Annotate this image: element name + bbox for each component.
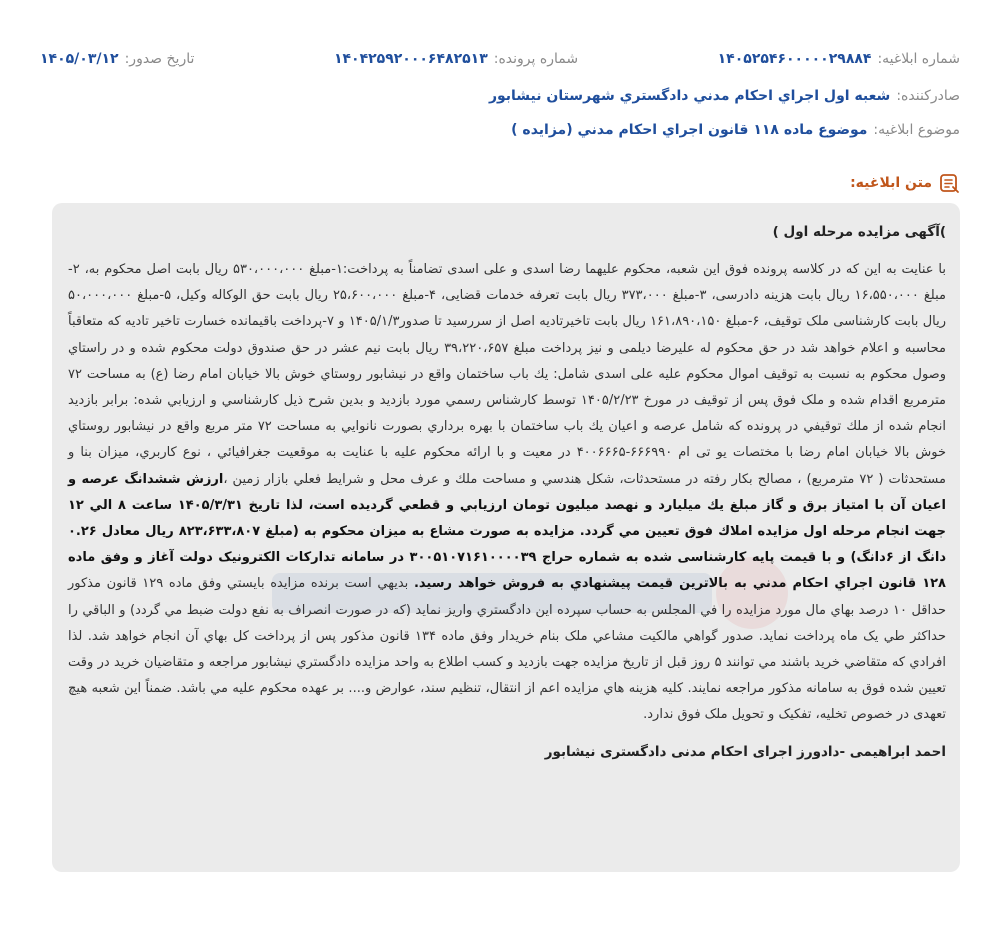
case-number-value: ۱۴۰۴۲۵۹۲۰۰۰۶۴۸۲۵۱۳ — [333, 51, 488, 67]
notice-body — [68, 257, 946, 729]
subject-line — [40, 118, 960, 142]
case-number-label: شماره پرونده: — [493, 51, 579, 67]
issuer-line — [40, 84, 960, 108]
notice-body-tail: بديهي است برنده مزايده بايستي وفق ماده ۱۲۹ قانون مذكور حداقل ۱۰ درصد بهاي مال مورد مزايده را في المجلس به حساب سپرده اين دادگستري واريز نمايد (كه در صورت انصراف به نفع دولت ضبط مي گردد) و الباقي را حداكثر طي يک ماه پرداخت نمايد. صدور گواهي مالكيت مشاعي ملک بنام خريدار وفق ماده ۱۳۴ قانون مذكور پس از پرداخت كل بهاي آن انجام خواهد شد. لذا افرادي كه متقاضي خريد باشند مي توانند ۵ روز قبل از تاريخ مزايده جهت بازديد و كسب اطلاع به واحد مزايده دادگستري نيشابور مراجعه و متقاضيان خريد در وقت تعيين شده فوق به سامانه مذكور مراجعه نمايند. كليه هزينه هاي مزايده اعم از انتقال، تنظيم سند، عوارض و.... بر عهده محكوم عليه مي باشد. ضمناً اين شعبه هيچ تعهدی در خصوص تخليه، تفكيک و تحويل ملک فوق ندارد. — [68, 576, 946, 723]
subject-value: موضوع ماده ۱۱۸ قانون اجراي احكام مدني (مزايده ) — [511, 122, 868, 138]
document-icon — [938, 172, 960, 194]
case-number — [334, 51, 578, 67]
notice-meta-row — [40, 46, 960, 72]
notice-number — [718, 51, 960, 67]
issuer-label: صادرکننده: — [896, 88, 960, 104]
issue-date-label: تاریخ صدور: — [124, 51, 195, 67]
notice-number-value: ۱۴۰۵۲۵۴۶۰۰۰۰۰۲۹۸۸۴ — [717, 51, 872, 67]
subject-label: موضوع ابلاغیه: — [873, 122, 960, 138]
notice-body-bold: ارزش ششدانگ عرصه و اعيان آن با امتياز برق و گاز مبلغ يك ميليارد و نهصد ميليون تومان ارزيابي و قطعي گرديده است، لذا تاريخ ۱۴۰۵/۳/۳۱ ساعت ۸ الي ۱۲ جهت انجام مرحله اول مزايده املاك فوق تعيين مي گردد. مزايده به صورت مشاع به ميزان محكوم به (مبلغ ۸۲۳،۶۳۳،۸۰۷ ريال معادل ۰.۲۶ دانگ از ۶دانگ) و با قيمت پايه كارشناسی شده به شماره حراج ۳۰۰۵۱۰۷۱۶۱۰۰۰۰۳۹ در سامانه تداركات الكترونيک دولت آغاز و وفق ماده ۱۲۸ قانون اجراي احكام مدني به بالاترين قيمت پيشنهادي به فروش خواهد رسيد. — [68, 471, 947, 592]
notice-text-heading — [850, 170, 960, 196]
notice-box — [52, 203, 960, 872]
issue-date-value: ۱۴۰۵/۰۳/۱۲ — [40, 51, 119, 67]
notice-title: )آگهی مزایده مرحله اول ) — [772, 224, 946, 240]
notice-text-heading-label: متن ابلاغیه: — [850, 175, 932, 191]
issue-date — [40, 51, 194, 67]
notice-number-label: شماره ابلاغیه: — [877, 51, 960, 67]
notice-signature: احمد ابراهیمی -دادورز اجرای احکام مدنی دادگستری نیشابور — [544, 743, 946, 760]
notice-body-plain: با عنايت به اين كه در كلاسه پرونده فوق اين شعبه، محکوم عليهما رضا اسدی و علی اسدی تضامناً به پرداخت:۱-مبلغ ۵۳۰،۰۰۰،۰۰۰ ريال بابت اصل محکوم به، ۲-مبلغ ۱۶،۵۵۰،۰۰۰ ريال بابت هزينه دادرسی، ۳-مبلغ ۳۷۳،۰۰۰ ريال بابت تعرفه خدمات قضايی، ۴-مبلغ ۲۵،۶۰۰،۰۰۰ ريال بابت حق الوكاله وكيل، ۵-مبلغ ۵۰،۰۰۰،۰۰۰ ريال بابت كارشناسی ملک توقيف، ۶-مبلغ ۱۶۱،۸۹۰،۱۵۰ ريال بابت تاخيرتاديه اصل از سررسيد تا صدور۱۴۰۵/۱/۳ و ۷-پرداخت باقيمانده خسارت تاخير تاديه که متعاقباً محاسبه و اعلام خواهد شد در حق محكوم له عليرضا ديلمی و نيز پرداخت مبلغ ۳۹،۲۲۰،۶۵۷ ريال بابت نيم عشر در حق صندوق دولت محكوم شده و در راستاي وصول محكوم به نسبت به توقيف اموال محكوم عليه علی اسدی شامل: يك باب ساختمان واقع در نيشابور روستاي خوش بالا خيابان امام رضا (ع) به مساحت ۷۲ مترمربع اقدام شده و ملک فوق پس از توقيف در مورخ ۱۴۰۵/۲/۲۳ توسط كارشناس رسمي مورد بازديد و بدين شرح ذيل كارشناسي و ارزيابي شده: برابر بازديد انجام شده از ملك توقيفي در پرونده كه شامل عرصه و اعيان يك باب ساختمان با بهره برداري بصورت نانوايي به مساحت ۷۲ متر مربع واقع در نيشابور روستاي خوش بالا خيابان امام رضا با مختصات يو تی ام ۶۶۶۹۹۰-۴۰۰۶۶۶۵ در معيت و با ارائه محكوم عليه با عنايت به موقعيت جغرافيائي ، نوع كاربري، ميزان بنا و مستحدثات ( ۷۲ مترمربع) ، مصالح بكار رفته در مستحدثات، شكل هندسي و مساحت ملك و عرف محل و شرايط فعلي بازار زمين ، — [68, 262, 947, 487]
issuer-value: شعبه اول اجراي احكام مدني دادگستري شهرستان نيشابور — [488, 88, 891, 104]
